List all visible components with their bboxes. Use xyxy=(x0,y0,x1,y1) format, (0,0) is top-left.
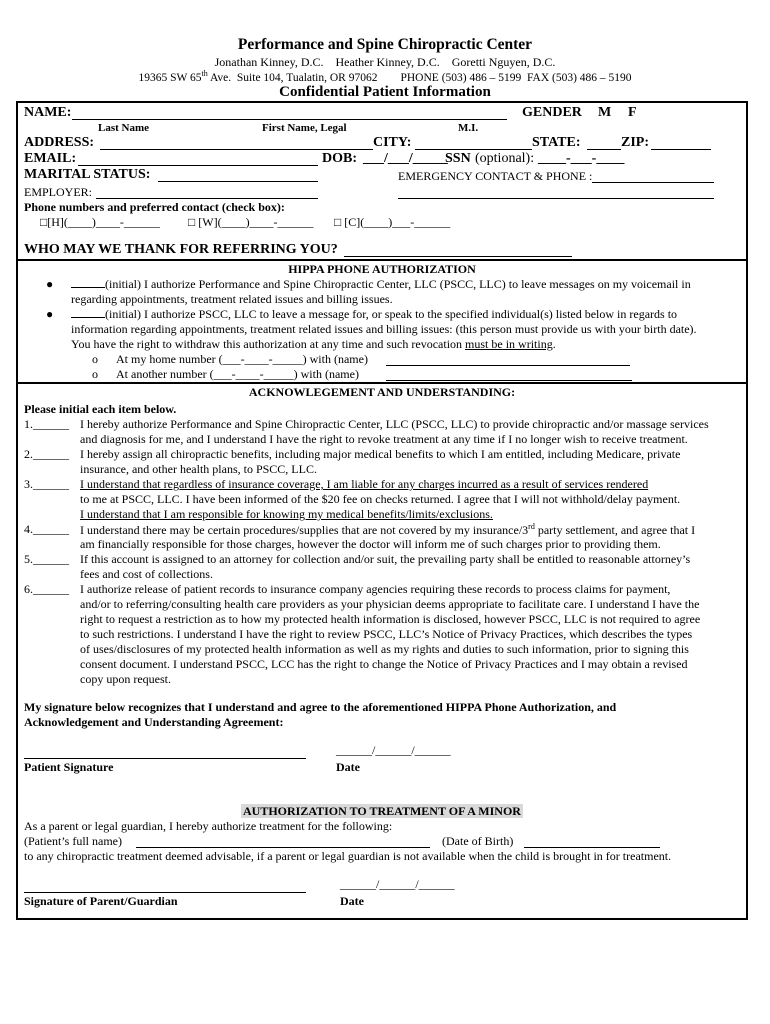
clinic-address xyxy=(0,69,770,84)
patient-date-field[interactable]: ______/______/______ xyxy=(336,743,451,757)
ack-item-2: I hereby assign all chiropractic benefits, including major medical benefits to which I am entitled, including Medicare, private xyxy=(80,447,681,461)
ack-item-6-line2: and/or to referring/consulting health care providers as your physician deems appropriate to facilitate care. I understand I have the xyxy=(80,597,700,611)
ssn-label: SSN xyxy=(445,151,471,166)
hippa-period: . xyxy=(552,337,556,351)
ack-initial-4[interactable]: 4.______ xyxy=(24,522,69,536)
bullet-icon: ● xyxy=(46,307,54,321)
ack-item-6-line4: to such restrictions. I understand I have the right to review PSCC, LLC’s Notice of Privacy Practices, which describes the types xyxy=(80,627,693,641)
patient-signature-field[interactable] xyxy=(24,758,306,759)
emergency-contact-field-2[interactable] xyxy=(398,197,714,199)
home-number-label: At my home number (___-____-_____) with (name) xyxy=(116,352,368,366)
state-field[interactable] xyxy=(587,148,621,150)
ssn-optional-label: (optional): xyxy=(475,151,535,166)
address-field[interactable] xyxy=(100,148,373,150)
phone-home-field[interactable]: □[H](____)____-______ xyxy=(40,215,160,229)
minor-consent-text: to any chiropractic treatment deemed advisable, if a parent or legal guardian is not available when the child is brought in for treatment. xyxy=(24,849,672,863)
ack-initial-6[interactable]: 6.______ xyxy=(24,582,69,596)
minor-patient-name-field[interactable] xyxy=(136,846,430,848)
ack-initial-3[interactable]: 3.______ xyxy=(24,477,69,491)
dob-field[interactable]: ___/___/_____ xyxy=(363,151,448,166)
signature-statement-line2: Acknowledgement and Understanding Agreement: xyxy=(24,715,284,729)
ack-item-4-text-end: party settlement, and agree that I xyxy=(534,523,696,537)
ack-item-3-line3: I understand that I am responsible for knowing my medical benefits/limits/exclusions. xyxy=(80,507,493,521)
hippa-voicemail-auth xyxy=(71,277,691,292)
ack-heading: ACKNOWLEGEMENT AND UNDERSTANDING: xyxy=(248,385,516,399)
ack-item-6: I authorize release of patient records to insurance company agencies requiring these records to process claims for payment, xyxy=(80,582,671,596)
bullet-icon: ● xyxy=(46,277,54,291)
hippa-item2-line3 xyxy=(71,337,556,352)
referral-label: WHO MAY WE THANK FOR REFERRING YOU? xyxy=(24,242,338,257)
sub-bullet-icon: o xyxy=(92,352,98,366)
hippa-item2-line2: information regarding appointments, treatment related issues and billing issues: (this person must provide us with your birth date). xyxy=(71,322,697,336)
ack-instruction: Please initial each item below. xyxy=(24,402,177,416)
referral-field[interactable] xyxy=(344,255,572,257)
emergency-contact-label: EMERGENCY CONTACT & PHONE : xyxy=(398,169,593,183)
ack-item-3: I understand that regardless of insurance coverage, I am liable for any charges incurred as a result of services rendered xyxy=(80,477,649,491)
address-contact: Ave. Suite 104, Tualatin, OR 97062 PHONE (503) 486 – 5199 FAX (503) 486 – 5190 xyxy=(207,71,632,84)
gender-m-option[interactable]: M xyxy=(598,105,612,120)
ssn-field[interactable]: ____-___-____ xyxy=(538,151,625,166)
patient-signature-label: Patient Signature xyxy=(24,760,114,774)
ack-item-4-sup: rd xyxy=(528,522,535,531)
phone-instructions: Phone numbers and preferred contact (check box): xyxy=(24,200,285,214)
last-name-caption: Last Name xyxy=(98,122,150,134)
email-field[interactable] xyxy=(78,164,318,166)
minor-patient-name-label: (Patient’s full name) xyxy=(24,834,122,848)
parent-signature-field[interactable] xyxy=(24,892,306,893)
home-contact-name-field[interactable] xyxy=(386,364,630,366)
ack-item-2-line2: insurance, and other health plans, to PSCC, LLC. xyxy=(80,462,317,476)
hippa-item2-line3-text: You have the right to withdraw this authorization at any time and such revocation xyxy=(71,337,466,351)
gender-f-option[interactable]: F xyxy=(628,105,637,120)
minor-heading xyxy=(18,804,746,819)
ack-item-1: I hereby authorize Performance and Spine Chiropractic Center, LLC (PSCC, LLC) to provide chiropractic and/or massage services xyxy=(80,417,709,431)
mi-caption: M.I. xyxy=(458,122,479,134)
other-contact-name-field[interactable] xyxy=(386,379,632,381)
hippa-heading: HIPPA PHONE AUTHORIZATION xyxy=(288,262,476,276)
clinic-title: Performance and Spine Chiropractic Center xyxy=(237,36,533,53)
other-number-label: At another number (___-____-_____) with (name) xyxy=(116,367,359,381)
minor-heading-text: AUTHORIZATION TO TREATMENT OF A MINOR xyxy=(243,804,521,818)
sub-bullet-icon: o xyxy=(92,367,98,381)
address-part: 19365 SW 65 xyxy=(138,71,202,84)
gender-label: GENDER xyxy=(522,105,582,120)
signature-statement: My signature below recognizes that I understand and agree to the aforementioned HIPPA Phone Authorization, and xyxy=(24,700,617,714)
ack-item-5: If this account is assigned to an attorney for collection and/or suit, the prevailing party shall be entitled to reasonable attorney’s xyxy=(80,552,691,566)
ack-item-1-line2: and diagnosis for me, and I understand I have the right to revoke treatment at any time if I no longer wish to receive treatment. xyxy=(80,432,688,446)
hippa-item1-line2: regarding appointments, treatment related issues and billing issues. xyxy=(71,292,393,306)
ack-initial-1[interactable]: 1.______ xyxy=(24,417,69,431)
minor-intro: As a parent or legal guardian, I hereby authorize treatment for the following: xyxy=(24,819,393,833)
hippa-item2-text: (initial) I authorize PSCC, LLC to leave a message for, or speak to the specified individual(s) listed below in regards to xyxy=(105,307,678,321)
phone-cell-field[interactable]: □ [C](____)___-______ xyxy=(334,215,451,229)
state-label: STATE: xyxy=(532,135,581,150)
hippa-voicemail-initial[interactable] xyxy=(71,287,105,288)
hippa-message-auth xyxy=(71,307,677,322)
ack-initial-5[interactable]: 5.______ xyxy=(24,552,69,566)
city-label: CITY: xyxy=(373,135,412,150)
ack-item-6-line6: consent document. I understand PSCC, LCC has the right to change the Notice of Privacy Practices and I may obtain a revised xyxy=(80,657,688,671)
section-divider xyxy=(18,382,746,384)
form-subtitle: Confidential Patient Information xyxy=(279,84,491,100)
email-label: EMAIL: xyxy=(24,151,77,166)
zip-field[interactable] xyxy=(651,148,711,150)
ack-item-4-text: I understand there may be certain procedures/supplies that are not covered by my insurance/3 xyxy=(80,523,529,537)
ack-item-5-line2: fees and cost of collections. xyxy=(80,567,213,581)
emergency-contact-field[interactable] xyxy=(592,181,714,183)
address-label: ADDRESS: xyxy=(24,135,95,150)
employer-label: EMPLOYER: xyxy=(24,185,93,199)
name-label: NAME: xyxy=(24,105,72,120)
ack-item-6-line3: right to request a restriction as to how my protected health information is disclosed, however PSCC, LLC is not required to agree xyxy=(80,612,701,626)
section-divider xyxy=(18,259,746,261)
ack-item-6-line5: of uses/disclosures of my protected health information as well as my rights and duties to such information, prior to signing this xyxy=(80,642,689,656)
zip-label: ZIP: xyxy=(621,135,649,150)
hippa-item1-text: (initial) I authorize Performance and Spine Chiropractic Center, LLC (PSCC, LLC) to leave messages on my voicemail in xyxy=(105,277,691,291)
marital-status-label: MARITAL STATUS: xyxy=(24,167,151,182)
patient-date-label: Date xyxy=(336,760,360,774)
minor-dob-field[interactable] xyxy=(524,846,660,848)
parent-date-label: Date xyxy=(340,894,364,908)
ack-item-6-line7: copy upon request. xyxy=(80,672,171,686)
city-field[interactable] xyxy=(415,148,532,150)
ack-item-3-line2: to me at PSCC, LLC. I have been informed of the $20 fee on checks returned. I agree that I will not withhold/delay payment. xyxy=(80,492,681,506)
address-sup: th xyxy=(201,69,208,78)
ack-item-4 xyxy=(80,522,695,538)
doctors-line: Jonathan Kinney, D.C. Heather Kinney, D.C. Goretti Nguyen, D.C. xyxy=(214,55,556,69)
employer-field[interactable] xyxy=(96,197,318,199)
phone-work-field[interactable]: □ [W](____)____-______ xyxy=(188,215,314,229)
name-field[interactable] xyxy=(72,118,507,120)
form-frame xyxy=(16,101,748,920)
hippa-message-initial[interactable] xyxy=(71,317,105,318)
parent-signature-label: Signature of Parent/Guardian xyxy=(24,894,178,908)
hippa-writing-note: must be in writing xyxy=(465,337,553,351)
minor-dob-label: (Date of Birth) xyxy=(442,834,514,848)
ack-item-4-line2: am financially responsible for those charges, however the doctor will inform me of such charges prior to providing them. xyxy=(80,537,661,551)
marital-status-field[interactable] xyxy=(158,180,318,182)
parent-date-field[interactable]: ______/______/______ xyxy=(340,877,455,891)
dob-label: DOB: xyxy=(322,151,357,166)
first-name-caption: First Name, Legal xyxy=(262,122,347,134)
ack-initial-2[interactable]: 2.______ xyxy=(24,447,69,461)
